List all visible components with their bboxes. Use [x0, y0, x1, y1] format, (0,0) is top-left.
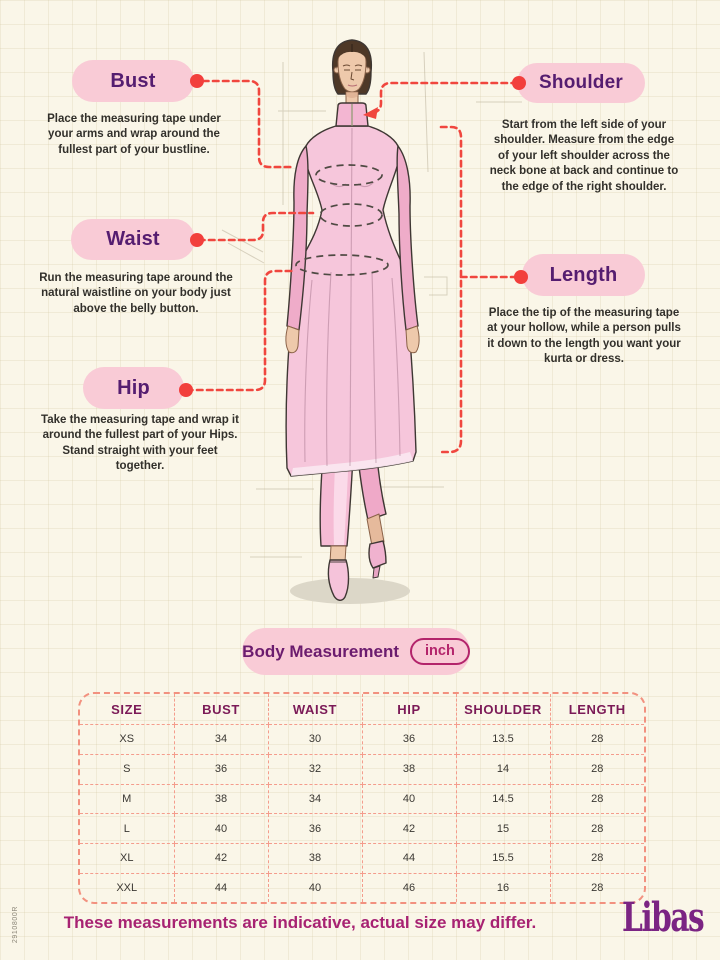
- figure-body: [286, 40, 419, 600]
- floor-shadow: [290, 578, 410, 604]
- size-cell: L: [80, 814, 174, 844]
- size-cell: 28: [550, 754, 644, 784]
- size-cell: 40: [362, 784, 456, 814]
- size-cell: XS: [80, 725, 174, 755]
- high-collar: [336, 103, 368, 126]
- hair: [333, 40, 372, 94]
- hip-measure-ellipse: [296, 255, 388, 275]
- size-cell: 40: [268, 873, 362, 902]
- size-cell: 36: [268, 814, 362, 844]
- waist-label: Waist: [106, 228, 160, 250]
- shoulder-connector-line: [373, 83, 517, 113]
- col-header-waist: WAIST: [268, 694, 362, 725]
- back-heel-shoe: [369, 541, 386, 568]
- hip-label: Hip: [117, 376, 150, 399]
- front-heel-shoe: [328, 560, 348, 600]
- size-cell: 28: [550, 814, 644, 844]
- shoulder-label-pill: [517, 63, 645, 103]
- kurta-dress: [286, 126, 416, 476]
- size-cell: 14.5: [456, 784, 550, 814]
- hip-description: Take the measuring tape and wrap it around the fullest part of your Hips. Stand straight with your feet together.: [41, 414, 239, 473]
- right-hand: [406, 326, 419, 353]
- bust-label: Bust: [110, 69, 156, 92]
- unit-badge: inch: [410, 638, 470, 665]
- table-row: [80, 784, 644, 814]
- pants-back-leg: [356, 440, 386, 520]
- bust-measure-ellipse: [316, 165, 382, 185]
- table-row: [80, 844, 644, 874]
- hip-label-pill: [83, 367, 184, 409]
- size-cell: 28: [550, 784, 644, 814]
- size-table-container: [78, 692, 646, 904]
- size-cell: 13.5: [456, 725, 550, 755]
- waist-connector-line: [199, 213, 313, 240]
- col-header-length: LENGTH: [550, 694, 644, 725]
- left-hand: [286, 326, 299, 353]
- size-cell: 36: [174, 754, 268, 784]
- left-sleeve: [287, 146, 308, 330]
- size-cell: 38: [362, 754, 456, 784]
- shoulder-description: Start from the left side of your shoulder. Measure from the edge of your left shoulder across the neck bone at back and continue to the edge of the right shoulder.: [489, 119, 679, 193]
- size-cell: 46: [362, 873, 456, 902]
- col-header-shoulder: SHOULDER: [456, 694, 550, 725]
- size-cell: 36: [362, 725, 456, 755]
- size-cell: 28: [550, 873, 644, 902]
- shoulder-label: Shoulder: [539, 72, 623, 93]
- disclaimer-note: These measurements are indicative, actual size may differ.: [63, 913, 537, 932]
- size-cell: 38: [174, 784, 268, 814]
- size-cell: 44: [174, 873, 268, 902]
- size-cell: XXL: [80, 873, 174, 902]
- size-cell: 28: [550, 725, 644, 755]
- table-row: [80, 814, 644, 844]
- size-cell: 28: [550, 844, 644, 874]
- size-table: [80, 694, 644, 902]
- table-row: [80, 873, 644, 902]
- bust-label-pill: [72, 60, 194, 102]
- size-cell: 42: [174, 844, 268, 874]
- size-cell: 38: [268, 844, 362, 874]
- size-cell: 42: [362, 814, 456, 844]
- size-cell: S: [80, 754, 174, 784]
- face: [338, 49, 366, 92]
- size-cell: 34: [268, 784, 362, 814]
- brand-logo: Libas: [622, 894, 704, 941]
- size-cell: 15: [456, 814, 550, 844]
- size-table-header-row: [80, 694, 644, 725]
- size-cell: XL: [80, 844, 174, 874]
- pants-front-leg: [320, 440, 354, 546]
- size-cell: 44: [362, 844, 456, 874]
- col-header-bust: BUST: [174, 694, 268, 725]
- side-product-code: 2910800R: [12, 906, 19, 944]
- size-cell: 14: [456, 754, 550, 784]
- length-description: Place the tip of the measuring tape at your hollow, while a person pulls it down to the length you want your kurta or dress.: [487, 307, 681, 366]
- col-header-size: SIZE: [80, 694, 174, 725]
- right-sleeve: [397, 146, 418, 330]
- waist-label-pill: [71, 219, 195, 260]
- col-header-hip: HIP: [362, 694, 456, 725]
- size-cell: 40: [174, 814, 268, 844]
- size-cell: M: [80, 784, 174, 814]
- body-measurement-title: Body Measurement: [242, 641, 399, 661]
- waist-description: Run the measuring tape around the natural waistline on your body just above the belly button.: [39, 272, 233, 315]
- bust-description: Place the measuring tape under your arms and wrap around the fullest part of your bustline.: [47, 113, 221, 156]
- sketch-construction-lines: [222, 52, 522, 557]
- size-cell: 15.5: [456, 844, 550, 874]
- length-label-pill: [522, 254, 645, 296]
- size-cell: 30: [268, 725, 362, 755]
- length-label: Length: [549, 263, 618, 286]
- body-measurement-banner: [242, 628, 470, 675]
- table-row: [80, 754, 644, 784]
- size-cell: 16: [456, 873, 550, 902]
- length-bracket-line: [441, 127, 461, 452]
- size-cell: 34: [174, 725, 268, 755]
- size-cell: 32: [268, 754, 362, 784]
- table-row: [80, 725, 644, 755]
- waist-measure-ellipse: [320, 204, 382, 226]
- shoulder-arrow-icon: [363, 107, 378, 119]
